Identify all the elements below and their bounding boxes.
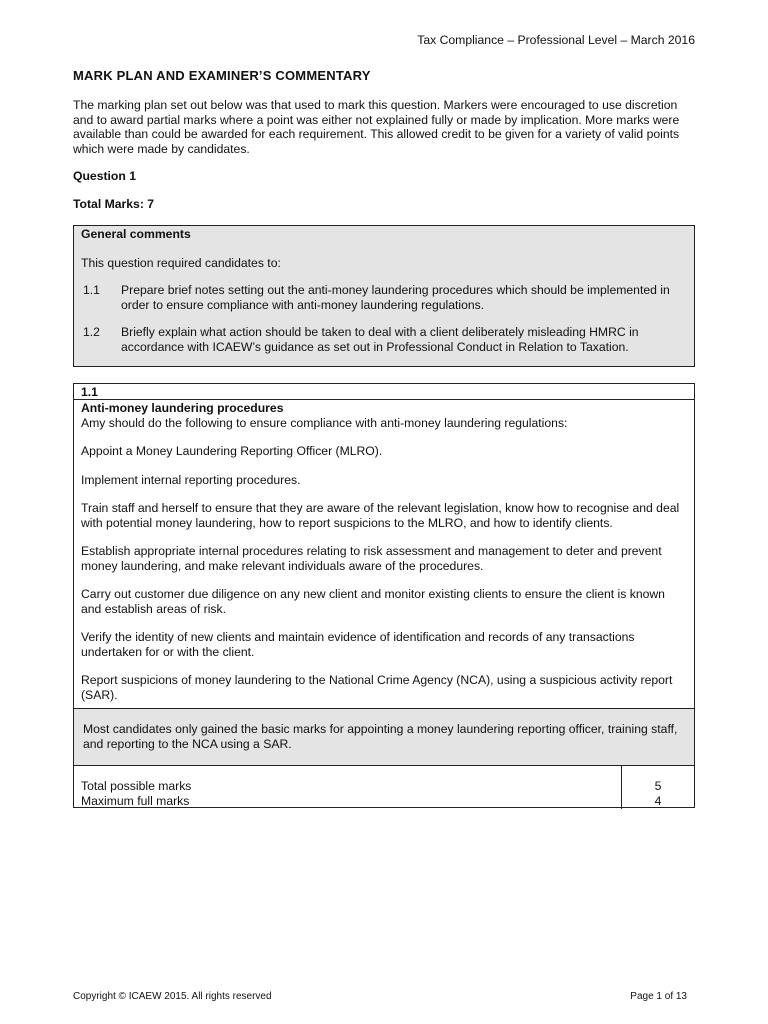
intro-paragraph: The marking plan set out below was that used to mark this question. Markers were encouraged to use discretion and to award partial marks where a point was either not explained fully or made by implication. More marks were available than could be awarded for each requirement. This allowed credit to be given for a variety of valid points which were made by candidates. (73, 98, 680, 156)
requirement-text: Briefly explain what action should be taken to deal with a client deliberately misleading HMRC in accordance with ICAEW’s guidance as set out in Professional Conduct in Relation to Taxation. (121, 325, 639, 354)
requirement-number: 1.2 (83, 325, 100, 339)
general-comments-box (73, 225, 695, 367)
footer-copyright: Copyright © ICAEW 2015. All rights reserved (73, 991, 272, 1002)
total-marks: Total Marks: 7 (73, 197, 155, 211)
marks-labels (74, 766, 622, 809)
general-comments-title: General comments (81, 227, 191, 241)
marks-row (74, 766, 694, 809)
requirement-item (81, 325, 687, 354)
answer-paragraph: Report suspicions of money laundering to the National Crime Agency (NCA), using a suspicious activity report (SAR). (81, 673, 673, 702)
running-header: Tax Compliance – Professional Level – March 2016 (417, 33, 695, 47)
section-number: 1.1 (74, 384, 694, 400)
requirement-item (81, 283, 687, 312)
section-heading: Anti-money laundering procedures (81, 401, 284, 415)
answer-content (74, 400, 694, 708)
footer-page-number: Page 1 of 13 (630, 991, 687, 1002)
answer-paragraph: Implement internal reporting procedures. (81, 472, 301, 487)
maximum-full-label: Maximum full marks (81, 793, 190, 808)
total-possible-label: Total possible marks (81, 779, 192, 793)
examiner-comment: Most candidates only gained the basic marks for appointing a money laundering reporting officer, training staff, and reporting to the NCA using a SAR. (74, 708, 694, 766)
marks-values (622, 766, 694, 809)
answer-paragraph: Train staff and herself to ensure that they are aware of the relevant legislation, know how to recognise and deal with potential money laundering, how to report suspicions to the MLRO, and how to identify clients. (81, 501, 680, 530)
answer-paragraph: Amy should do the following to ensure compliance with anti-money laundering regulations: (81, 415, 568, 430)
maximum-full-value: 4 (654, 793, 662, 808)
answer-paragraph: Verify the identity of new clients and maintain evidence of identification and records of any transactions undertaken for or with the client. (81, 630, 635, 659)
answer-paragraph: Carry out customer due diligence on any new client and monitor existing clients to ensure the client is known and establish areas of risk. (81, 587, 665, 616)
total-possible-value: 5 (654, 779, 662, 793)
requirement-number: 1.1 (83, 283, 100, 297)
general-comments-lead: This question required candidates to: (81, 255, 281, 270)
answer-paragraph: Appoint a Money Laundering Reporting Officer (MLRO). (81, 444, 383, 458)
requirement-text: Prepare brief notes setting out the anti-money laundering procedures which should be implemented in order to ensure compliance with anti-money laundering regulations. (121, 283, 670, 312)
document-title: MARK PLAN AND EXAMINER’S COMMENTARY (73, 68, 371, 83)
answer-table (73, 383, 695, 808)
answer-paragraph: Establish appropriate internal procedures relating to risk assessment and management to deter and prevent money laundering, and make relevant individuals aware of the procedures. (81, 544, 662, 573)
question-heading: Question 1 (73, 169, 136, 183)
